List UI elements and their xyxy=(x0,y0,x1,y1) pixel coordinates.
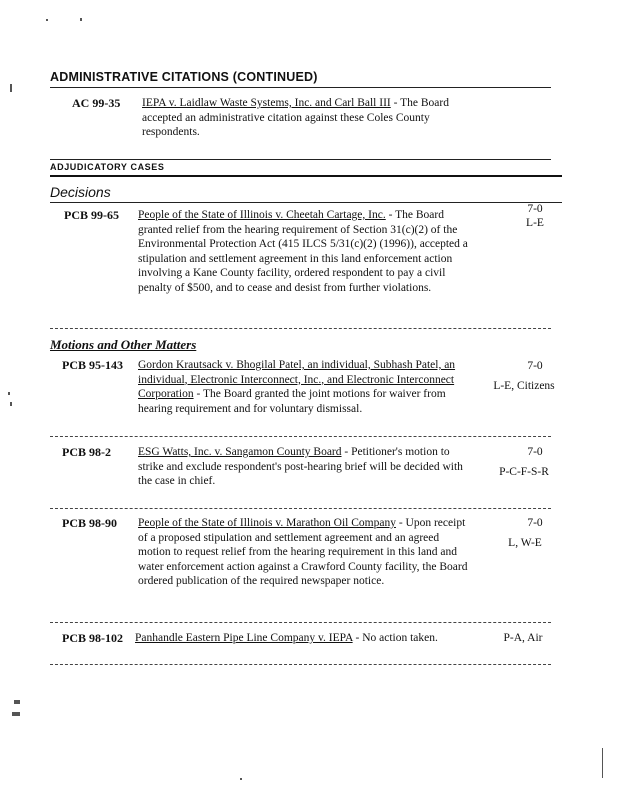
entry-divider xyxy=(50,328,551,329)
vote-count: 7-0 xyxy=(527,360,543,372)
case-type: L, W-E xyxy=(508,537,542,549)
case-code: PCB 98-2 xyxy=(62,445,111,459)
subheading-rule xyxy=(50,202,562,203)
heading-rule xyxy=(50,87,551,88)
case-description: - The Board accepted an administrative citation against these Coles County respondents. xyxy=(142,97,449,138)
case-entry xyxy=(138,516,474,589)
case-code: AC 99-35 xyxy=(72,96,121,110)
case-name: IEPA v. Laidlaw Waste Systems, Inc. and Carl Ball III xyxy=(142,97,391,109)
case-entry xyxy=(138,358,474,416)
case-type: L-E xyxy=(526,217,544,229)
case-description: - Upon receipt of a proposed stipulation and settlement agreement and an agreed motion to request relief from the hearing requirement in this land and water enforcement action against a Crawford County facility, the Board ordered publication of the required newspaper notice. xyxy=(138,517,468,587)
case-description: - No action taken. xyxy=(352,632,438,644)
section-heading-adjudicatory-cases: ADJUDICATORY CASES xyxy=(50,162,165,172)
case-description: - The Board granted the joint motions for waiver from hearing requirement and for voluntary dismissal. xyxy=(138,388,446,415)
case-type: P-A, Air xyxy=(503,632,543,644)
vote-count: 7-0 xyxy=(527,517,543,529)
subheading-motions: Motions and Other Matters xyxy=(50,337,197,352)
case-code: PCB 95-143 xyxy=(62,358,123,372)
section-rule-thick xyxy=(50,175,562,177)
case-code: PCB 98-90 xyxy=(62,516,117,530)
case-entry xyxy=(135,631,485,646)
case-code: PCB 99-65 xyxy=(64,208,119,222)
entry-divider xyxy=(50,664,551,665)
subheading-decisions: Decisions xyxy=(50,184,111,200)
case-name: People of the State of Illinois v. Marathon Oil Company xyxy=(138,517,396,529)
case-entry xyxy=(138,208,474,295)
case-entry xyxy=(138,445,474,489)
case-name: Panhandle Eastern Pipe Line Company v. IEPA xyxy=(135,632,353,644)
case-code: PCB 98-102 xyxy=(62,631,123,645)
entry-divider xyxy=(50,622,551,623)
case-entry xyxy=(142,96,482,140)
case-name: Gordon Krautsack v. Bhogilal Patel, an individual, Subhash Patel, an individual, Electronic Interconnect, Inc., and Electronic Interconnect Corporation xyxy=(138,359,456,400)
case-name: ESG Watts, Inc. v. Sangamon County Board xyxy=(138,446,342,458)
case-type: P-C-F-S-R xyxy=(499,466,549,478)
case-type: L-E, Citizens xyxy=(493,380,555,392)
case-description: - Petitioner's motion to strike and exclude respondent's post-hearing brief will be decided with the case in chief. xyxy=(138,446,463,487)
vote-count: 7-0 xyxy=(527,203,543,215)
section-rule xyxy=(50,159,551,160)
vote-count: 7-0 xyxy=(527,446,543,458)
case-description: - The Board granted relief from the hearing requirement of Section 31(c)(2) of the Environmental Protection Act (415 ILCS 5/31(c)(2) (1996)), accepted a stipulation and settlement agreement in this land enforcement action involving a Kane County facility, ordered respondent to pay a civil penalty of $500, and to cease and desist from further violations. xyxy=(138,209,468,294)
entry-divider xyxy=(50,436,551,437)
entry-divider xyxy=(50,508,551,509)
case-name: People of the State of Illinois v. Cheetah Cartage, Inc. xyxy=(138,209,386,221)
section-heading-administrative-citations: ADMINISTRATIVE CITATIONS (CONTINUED) xyxy=(50,70,318,84)
